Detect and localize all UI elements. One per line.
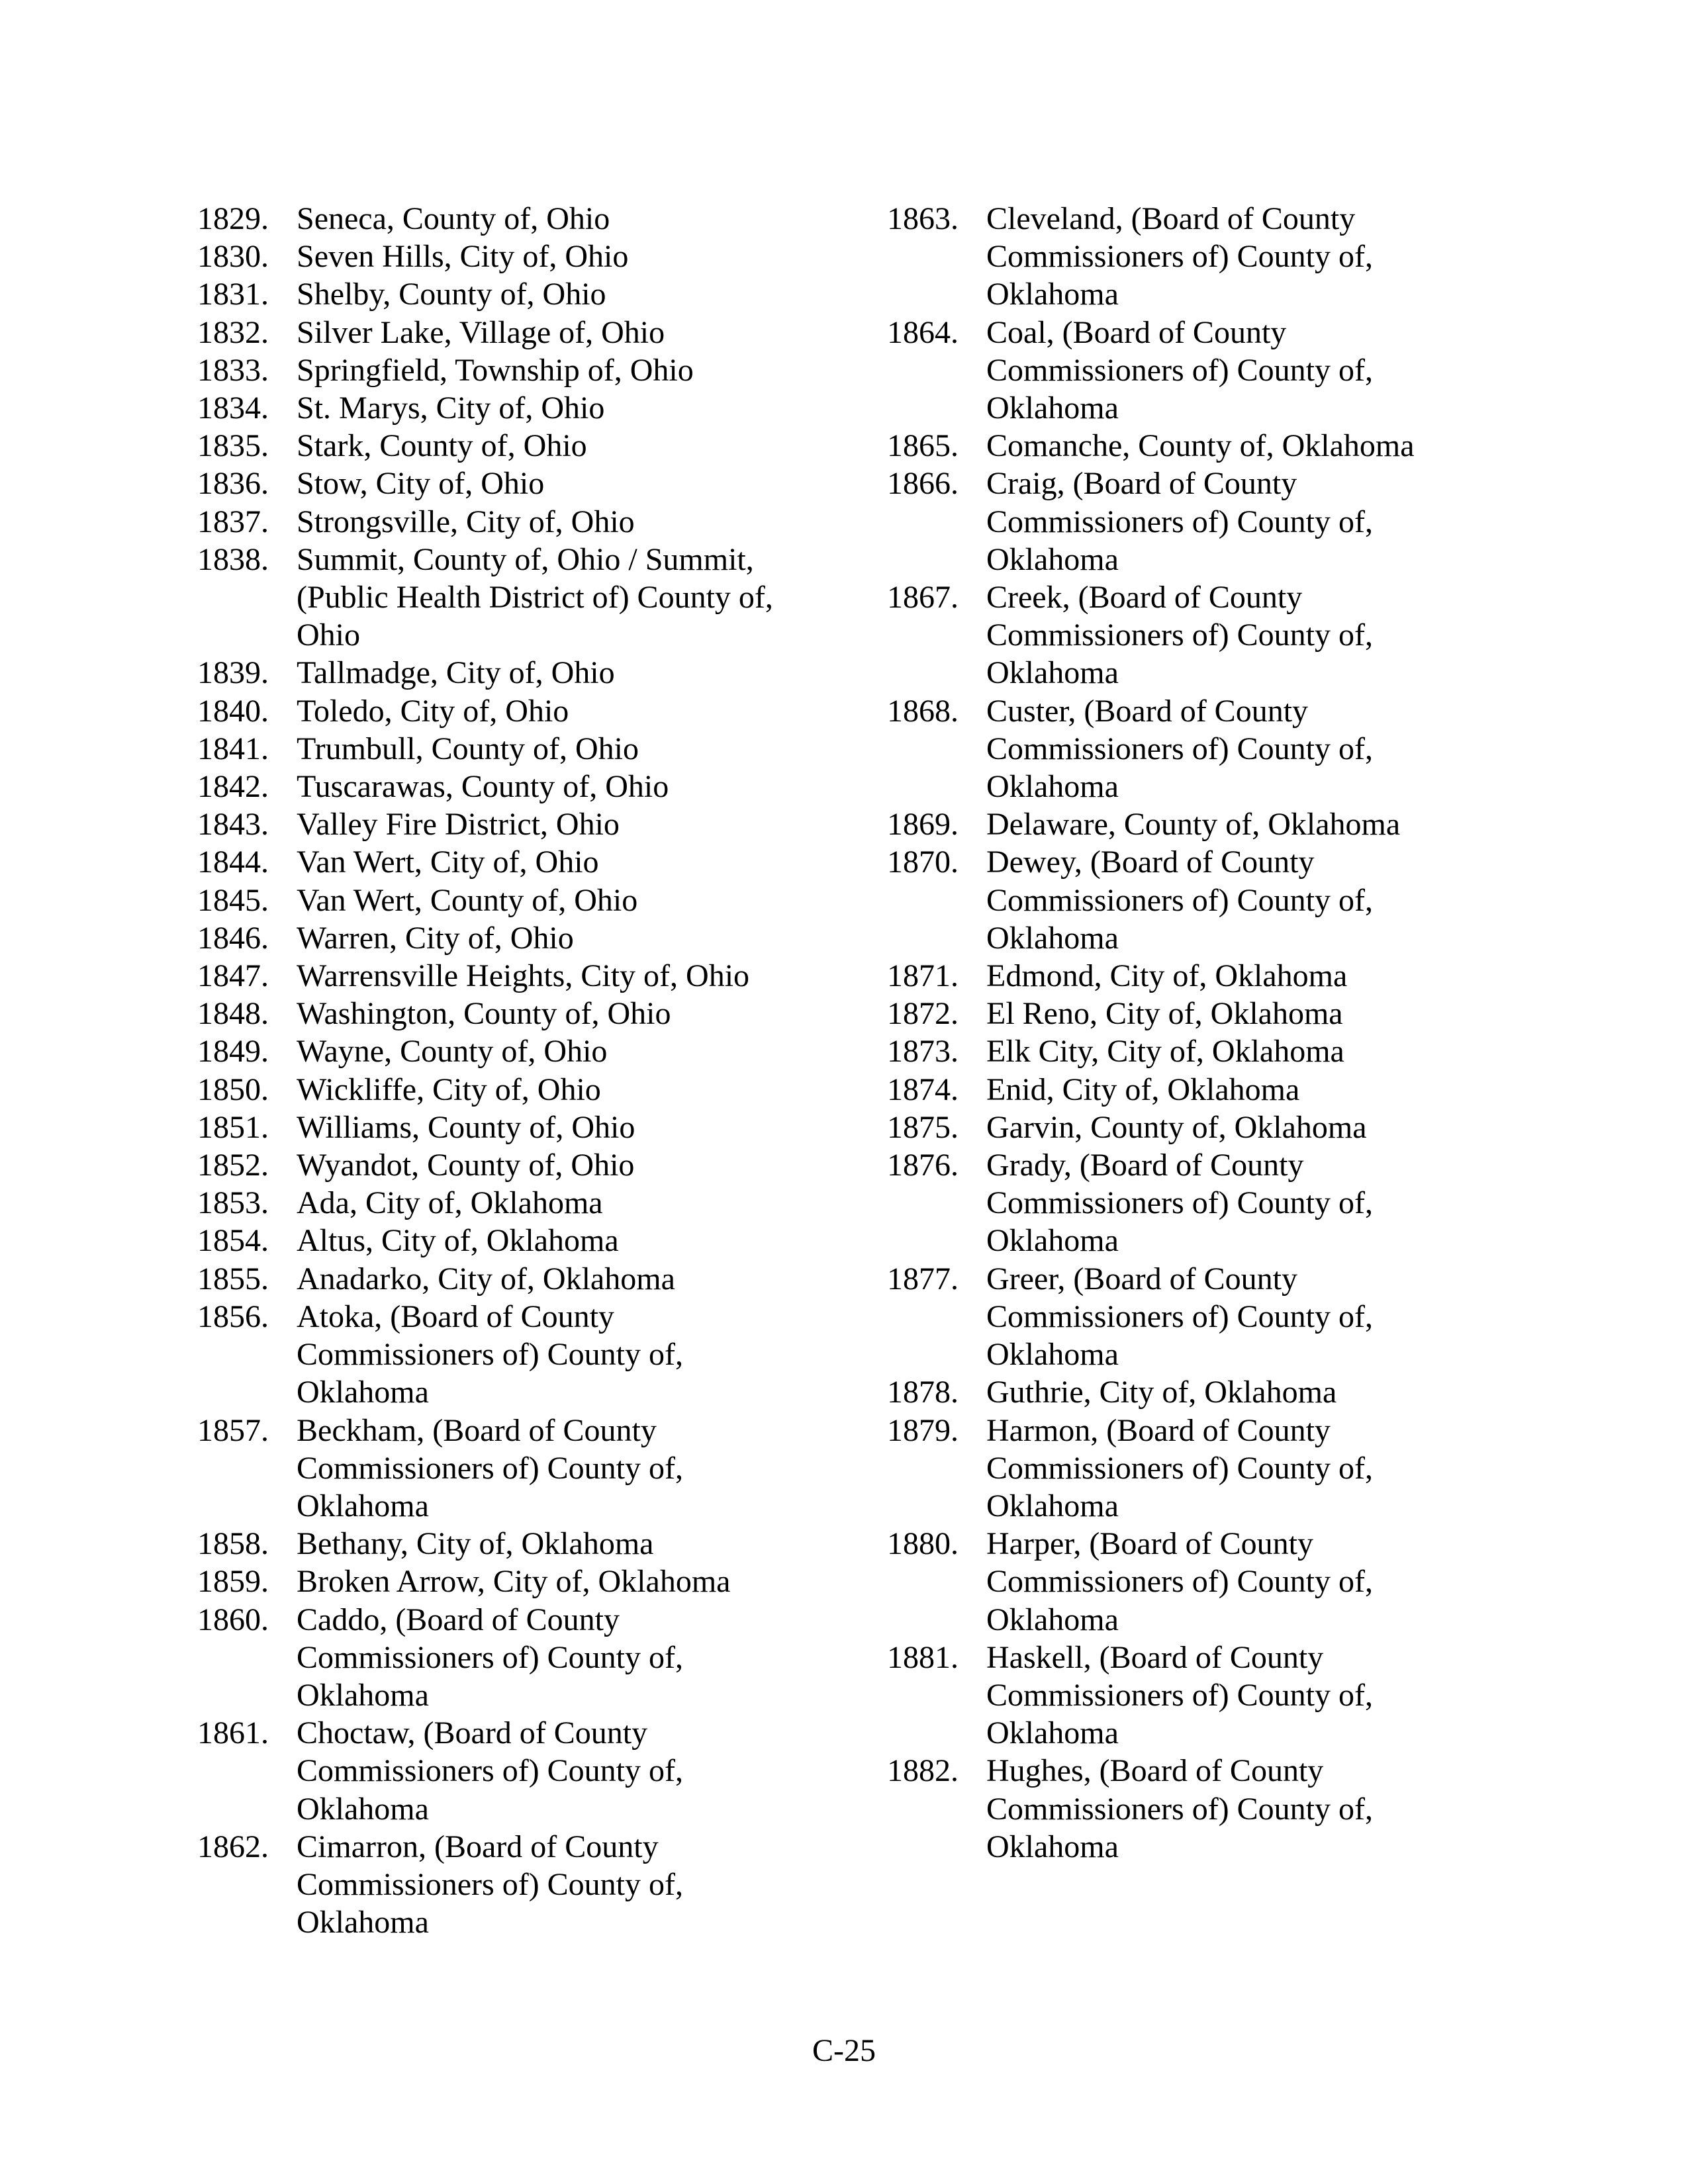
list-item [197, 730, 826, 768]
item-number: 1876. [887, 1148, 959, 1183]
item-text: Coal, (Board of County Commissioners of) County of, Oklahoma [986, 314, 1373, 426]
item-text: Haskell, (Board of County Commissioners of) County of, Oklahoma [986, 1639, 1373, 1751]
left-column [197, 200, 826, 1941]
item-text: Stow, City of, Ohio [297, 466, 545, 502]
list-item [197, 654, 826, 692]
item-text: Broken Arrow, City of, Oklahoma [297, 1564, 731, 1600]
list-item [197, 541, 826, 655]
item-text: Cimarron, (Board of County Commissioners of) County of, Oklahoma [297, 1829, 683, 1940]
item-number: 1832. [197, 314, 269, 350]
item-text: Springfield, Township of, Ohio [297, 352, 694, 388]
item-text: Summit, County of, Ohio / Summit, (Public Health District of) County of, Ohio [297, 541, 773, 653]
item-number: 1871. [887, 958, 959, 994]
item-text: Williams, County of, Ohio [297, 1109, 635, 1145]
item-text: Washington, County of, Ohio [297, 996, 671, 1032]
item-text: Altus, City of, Oklahoma [297, 1223, 619, 1259]
list-item [197, 1525, 826, 1563]
list-item [887, 200, 1516, 314]
item-number: 1830. [197, 239, 269, 275]
item-number: 1854. [197, 1223, 269, 1259]
item-text: Cleveland, (Board of County Commissioners of) County of, Oklahoma [986, 201, 1373, 312]
item-text: St. Marys, City of, Ohio [297, 390, 605, 426]
item-text: Ada, City of, Oklahoma [297, 1185, 603, 1221]
list-item [197, 389, 826, 427]
list-item [887, 692, 1516, 806]
list-item [887, 1109, 1516, 1146]
item-number: 1870. [887, 844, 959, 880]
item-number: 1863. [887, 201, 959, 236]
list-item [197, 1714, 826, 1828]
item-number: 1833. [197, 352, 269, 388]
item-number: 1853. [197, 1185, 269, 1221]
list-item [197, 882, 826, 919]
list-item [197, 1828, 826, 1942]
item-text: Wayne, County of, Ohio [297, 1034, 608, 1069]
list-item [197, 314, 826, 351]
list-item [887, 1373, 1516, 1411]
list-item [887, 1525, 1516, 1639]
item-text: Valley Fire District, Ohio [297, 807, 620, 842]
item-text: Seven Hills, City of, Ohio [297, 239, 629, 275]
list-item [197, 957, 826, 995]
right-column [887, 200, 1516, 1866]
item-number: 1858. [197, 1526, 269, 1562]
item-text: Custer, (Board of County Commissioners of) County of, Oklahoma [986, 693, 1373, 805]
item-number: 1836. [197, 466, 269, 502]
item-number: 1838. [197, 541, 269, 577]
item-number: 1835. [197, 428, 269, 464]
list-item [197, 275, 826, 313]
list-item [887, 1639, 1516, 1752]
item-number: 1875. [887, 1109, 959, 1145]
item-number: 1855. [197, 1261, 269, 1297]
list-item [887, 1146, 1516, 1260]
item-number: 1882. [887, 1753, 959, 1789]
item-number: 1848. [197, 996, 269, 1032]
item-text: Stark, County of, Ohio [297, 428, 587, 464]
list-item [197, 1412, 826, 1525]
list-item [197, 805, 826, 843]
item-text: Grady, (Board of County Commissioners of) County of, Oklahoma [986, 1148, 1373, 1259]
item-number: 1841. [197, 731, 269, 766]
item-number: 1846. [197, 920, 269, 956]
item-text: Garvin, County of, Oklahoma [986, 1109, 1367, 1145]
list-item [887, 465, 1516, 578]
item-text: Seneca, County of, Ohio [297, 201, 610, 236]
item-text: El Reno, City of, Oklahoma [986, 996, 1343, 1032]
item-number: 1880. [887, 1526, 959, 1562]
list-item [887, 805, 1516, 843]
item-number: 1879. [887, 1412, 959, 1448]
list-item [197, 351, 826, 389]
item-number: 1847. [197, 958, 269, 994]
list-item [197, 768, 826, 805]
list-item [197, 427, 826, 465]
item-text: Bethany, City of, Oklahoma [297, 1526, 654, 1562]
list-item [887, 578, 1516, 692]
list-item [197, 843, 826, 881]
item-text: Warren, City of, Ohio [297, 920, 574, 956]
item-text: Greer, (Board of County Commissioners of) County of, Oklahoma [986, 1261, 1373, 1373]
list-item [197, 919, 826, 957]
list-item [197, 1601, 826, 1715]
item-number: 1842. [197, 769, 269, 805]
list-item [197, 503, 826, 541]
item-text: Tallmadge, City of, Ohio [297, 655, 615, 691]
item-text: Harper, (Board of County Commissioners of) County of, Oklahoma [986, 1526, 1373, 1637]
item-text: Choctaw, (Board of County Commissioners of) County of, Oklahoma [297, 1715, 683, 1827]
item-number: 1859. [197, 1564, 269, 1600]
item-number: 1869. [887, 807, 959, 842]
item-text: Beckham, (Board of County Commissioners of) County of, Oklahoma [297, 1412, 683, 1524]
item-text: Delaware, County of, Oklahoma [986, 807, 1401, 842]
item-text: Tuscarawas, County of, Ohio [297, 769, 669, 805]
item-text: Guthrie, City of, Oklahoma [986, 1375, 1337, 1410]
item-number: 1831. [197, 277, 269, 312]
list-item [887, 1412, 1516, 1525]
item-number: 1874. [887, 1071, 959, 1107]
item-number: 1878. [887, 1375, 959, 1410]
item-text: Silver Lake, Village of, Ohio [297, 314, 665, 350]
item-text: Craig, (Board of County Commissioners of) County of, Oklahoma [986, 466, 1373, 577]
list-item [197, 238, 826, 275]
list-item [197, 995, 826, 1032]
list-item [197, 1563, 826, 1600]
item-number: 1866. [887, 466, 959, 502]
item-text: Creek, (Board of County Commissioners of) County of, Oklahoma [986, 580, 1373, 691]
list-item [197, 1109, 826, 1146]
item-text: Strongsville, City of, Ohio [297, 504, 635, 539]
list-item [197, 692, 826, 730]
item-number: 1860. [197, 1602, 269, 1637]
list-item [887, 427, 1516, 465]
item-number: 1862. [197, 1829, 269, 1864]
list-item [197, 1032, 826, 1070]
list-item [887, 1260, 1516, 1374]
item-number: 1867. [887, 580, 959, 615]
item-text: Van Wert, City of, Ohio [297, 844, 599, 880]
item-number: 1857. [197, 1412, 269, 1448]
item-number: 1843. [197, 807, 269, 842]
item-number: 1881. [887, 1639, 959, 1675]
item-number: 1840. [197, 693, 269, 729]
item-text: Wyandot, County of, Ohio [297, 1148, 635, 1183]
item-text: Van Wert, County of, Ohio [297, 882, 638, 918]
item-number: 1844. [197, 844, 269, 880]
list-item [197, 200, 826, 238]
list-item [197, 465, 826, 502]
item-text: Trumbull, County of, Ohio [297, 731, 639, 766]
item-text: Warrensville Heights, City of, Ohio [297, 958, 750, 994]
item-number: 1839. [197, 655, 269, 691]
item-number: 1865. [887, 428, 959, 464]
item-number: 1834. [197, 390, 269, 426]
item-number: 1845. [197, 882, 269, 918]
list-item [197, 1260, 826, 1298]
list-item [887, 843, 1516, 957]
item-number: 1852. [197, 1148, 269, 1183]
item-text: Caddo, (Board of County Commissioners of) County of, Oklahoma [297, 1602, 683, 1713]
item-number: 1849. [197, 1034, 269, 1069]
item-text: Enid, City of, Oklahoma [986, 1071, 1300, 1107]
item-number: 1850. [197, 1071, 269, 1107]
item-text: Elk City, City of, Oklahoma [986, 1034, 1344, 1069]
list-item [887, 314, 1516, 428]
item-text: Anadarko, City of, Oklahoma [297, 1261, 675, 1297]
list-item [197, 1071, 826, 1109]
item-text: Shelby, County of, Ohio [297, 277, 606, 312]
list-item [887, 957, 1516, 995]
item-text: Atoka, (Board of County Commissioners of) County of, Oklahoma [297, 1298, 683, 1410]
item-text: Edmond, City of, Oklahoma [986, 958, 1348, 994]
item-number: 1829. [197, 201, 269, 236]
list-item [197, 1184, 826, 1222]
item-text: Dewey, (Board of County Commissioners of) County of, Oklahoma [986, 844, 1373, 956]
item-text: Hughes, (Board of County Commissioners of) County of, Oklahoma [986, 1753, 1373, 1864]
list-item [887, 1071, 1516, 1109]
item-text: Comanche, County of, Oklahoma [986, 428, 1415, 464]
list-item [887, 1752, 1516, 1866]
item-number: 1877. [887, 1261, 959, 1297]
item-number: 1861. [197, 1715, 269, 1751]
list-item [197, 1146, 826, 1184]
item-number: 1873. [887, 1034, 959, 1069]
item-number: 1837. [197, 504, 269, 539]
item-number: 1856. [197, 1298, 269, 1334]
item-number: 1872. [887, 996, 959, 1032]
list-item [197, 1222, 826, 1259]
page-number: C-25 [812, 2033, 876, 2068]
item-text: Harmon, (Board of County Commissioners of) County of, Oklahoma [986, 1412, 1373, 1524]
list-item [887, 1032, 1516, 1070]
item-number: 1864. [887, 314, 959, 350]
list-item [887, 995, 1516, 1032]
list-item [197, 1298, 826, 1412]
item-text: Wickliffe, City of, Ohio [297, 1071, 601, 1107]
item-text: Toledo, City of, Ohio [297, 693, 569, 729]
item-number: 1851. [197, 1109, 269, 1145]
item-number: 1868. [887, 693, 959, 729]
